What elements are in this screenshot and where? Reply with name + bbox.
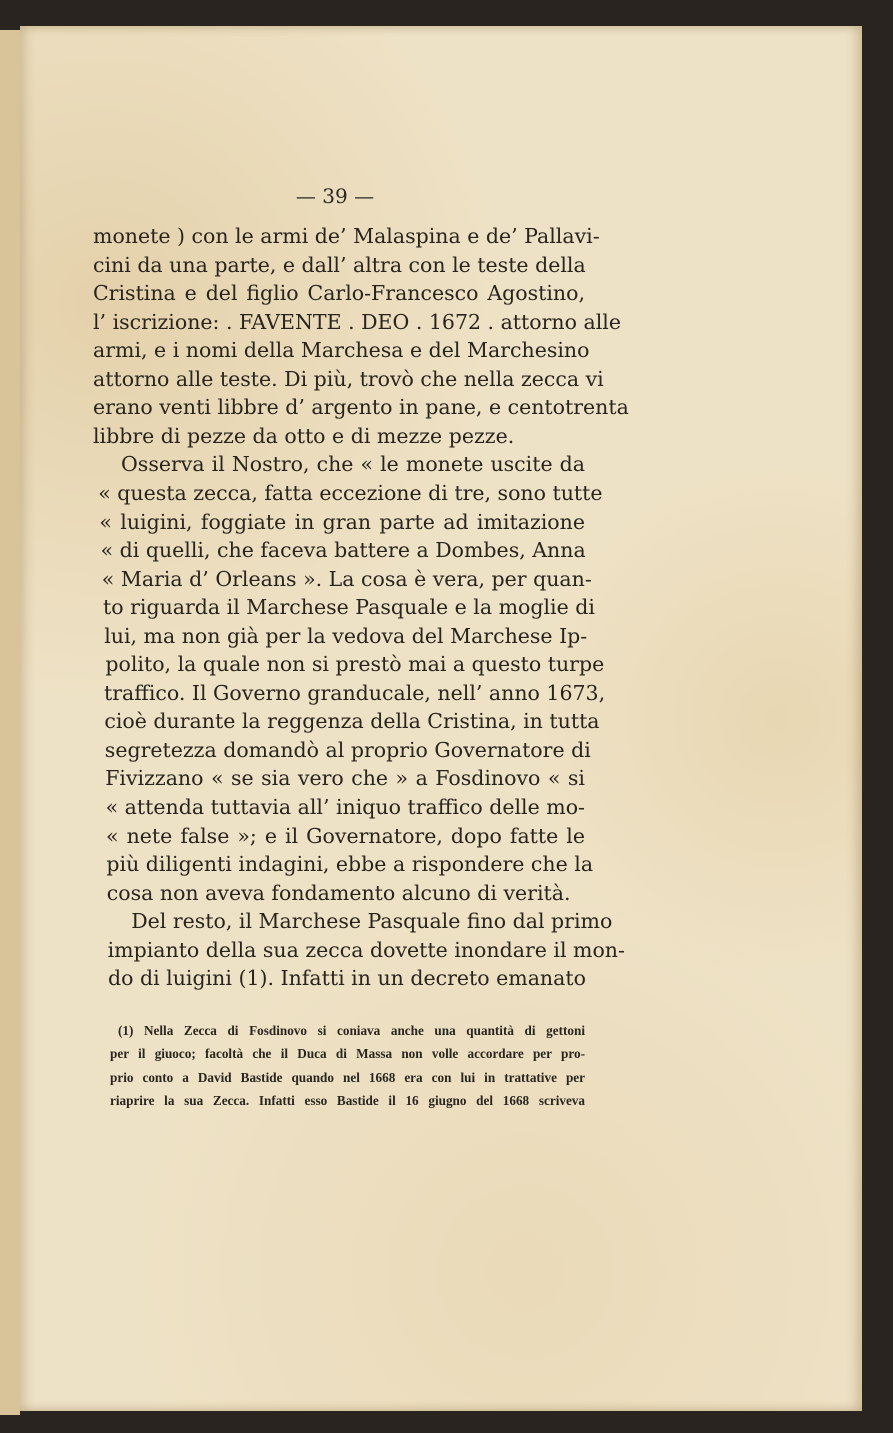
text-line: cini da una parte, e dall’ altra con le teste della [93,252,586,277]
text-line: Fivizzano « se sia vero che » a Fosdinovo « si [105,766,585,791]
footnote-line: (1) Nella Zecca di Fosdinovo si coniava anche una quantità di gettoni [118,1023,585,1038]
text-line: segretezza domandò al proprio Governatore di [104,737,591,762]
footnote-line: riaprire la sua Zecca. Infatti esso Bastide il 16 giugno del 1668 scriveva [110,1092,585,1108]
text-line: « Maria d’ Orleans ». La cosa è vera, per quan- [101,566,592,591]
text-line: « di quelli, che faceva battere a Dombes, Anna [100,538,586,563]
text-line: to riguarda il Marchese Pasquale e la moglie di [103,595,595,620]
text-line: attorno alle teste. Di più, trovò che nella zecca vi [93,366,604,391]
text-line: « luigini, foggiate in gran parte ad imitazione [99,509,585,534]
text-line: più diligenti indagini, ebbe a rispondere che la [106,852,594,877]
text-line: Cristina e del figlio Carlo-Francesco Agostino, [93,281,585,306]
text-line: impianto della sua zecca dovette inondare il mon- [107,937,625,962]
text-line: l’ iscrizione: . FAVENTE . DEO . 1672 . attorno alle [93,309,621,334]
text-line: Osserva il Nostro, che « le monete uscite da [121,452,585,477]
text-line: cioè durante la reggenza della Cristina, in tutta [104,709,600,734]
text-line: « attenda tuttavia all’ iniquo traffico delle mo- [105,795,585,819]
footnote-line: prio conto a David Bastide quando nel 1668 era con lui in trattative per [110,1069,585,1085]
text-line: armi, e i nomi della Marchesa e del Marchesino [93,338,590,363]
text-line: monete ) con le armi de’ Malaspina e de’ Pallavi- [93,224,600,248]
text-line: « nete false »; e il Governatore, dopo fatte le [106,823,585,848]
adjacent-page-edge [0,30,20,1415]
text-line: « questa zecca, fatta eccezione di tre, sono tutte [98,480,603,505]
footnote-line: per il giuoco; facoltà che il Duca di Massa non volle accordare per pro- [110,1046,585,1062]
text-line: traffico. Il Governo granducale, nell’ anno 1673, [104,680,606,705]
page-number: — 39 — [295,184,375,208]
text-line: lui, ma non già per la vedova del Marchese Ip- [104,623,588,648]
text-line: do di luigini (1). Infatti in un decreto emanato [108,966,586,991]
text-line: erano venti libbre d’ argento in pane, e centotrenta [93,395,629,420]
text-line: cosa non aveva fondamento alcuno di verità. [106,880,571,905]
text-line: polito, la quale non si prestò mai a questo turpe [105,652,605,677]
text-line: Del resto, il Marchese Pasquale fino dal primo [131,909,613,934]
text-line: libbre di pezze da otto e di mezze pezze. [93,423,515,448]
